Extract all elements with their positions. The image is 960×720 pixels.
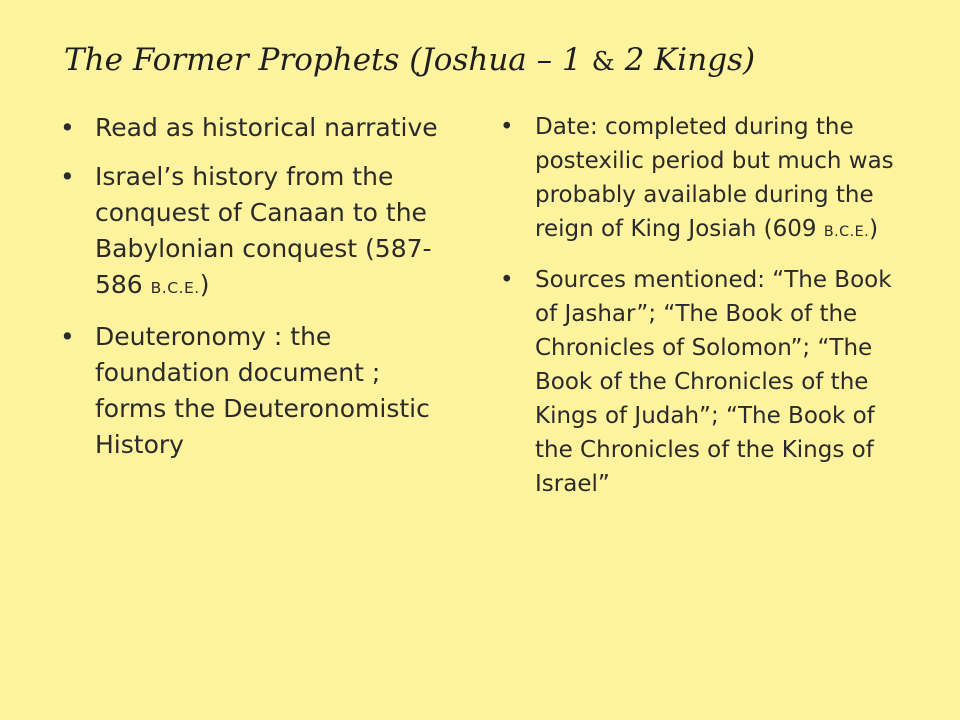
- bullet-text-closing: ): [199, 270, 210, 299]
- bullet-item-sources: [500, 263, 900, 501]
- bullet-item-historical-narrative: [60, 110, 450, 146]
- bullet-text: Read as historical narrative: [95, 113, 438, 142]
- bullet-item-deuteronomy: [60, 319, 450, 463]
- title-end-text: 2 Kings): [614, 42, 756, 78]
- era-abbreviation: B.C.E.: [150, 279, 200, 297]
- title-ampersand: &: [591, 47, 615, 77]
- bullet-item-date: [500, 110, 900, 249]
- right-bullet-list: [500, 110, 900, 515]
- slide-title: [64, 38, 924, 84]
- bullet-text: Deuteronomy : the foundation document ; forms the Deuteronomistic History: [95, 322, 430, 459]
- left-bullet-list: [60, 110, 450, 476]
- title-main-text: The Former Prophets (Joshua – 1: [64, 42, 592, 78]
- bullet-item-israel-history: [60, 159, 450, 306]
- era-abbreviation: B.C.E.: [823, 224, 870, 240]
- bullet-text: Sources mentioned: “The Book of Jashar”; “The Book of the Chronicles of Solomon”; “The Book of the Chronicles of the Kings of Judah”; “The Book of the Chronicles of the Kings of Israel”: [535, 267, 892, 497]
- bullet-text: Israel’s history from the conquest of Canaan to the Babylonian conquest (587-586: [95, 162, 432, 299]
- bullet-text: Date: completed during the postexilic period but much was probably available during the reign of King Josiah (609: [535, 114, 894, 242]
- bullet-text-closing: ): [869, 216, 879, 242]
